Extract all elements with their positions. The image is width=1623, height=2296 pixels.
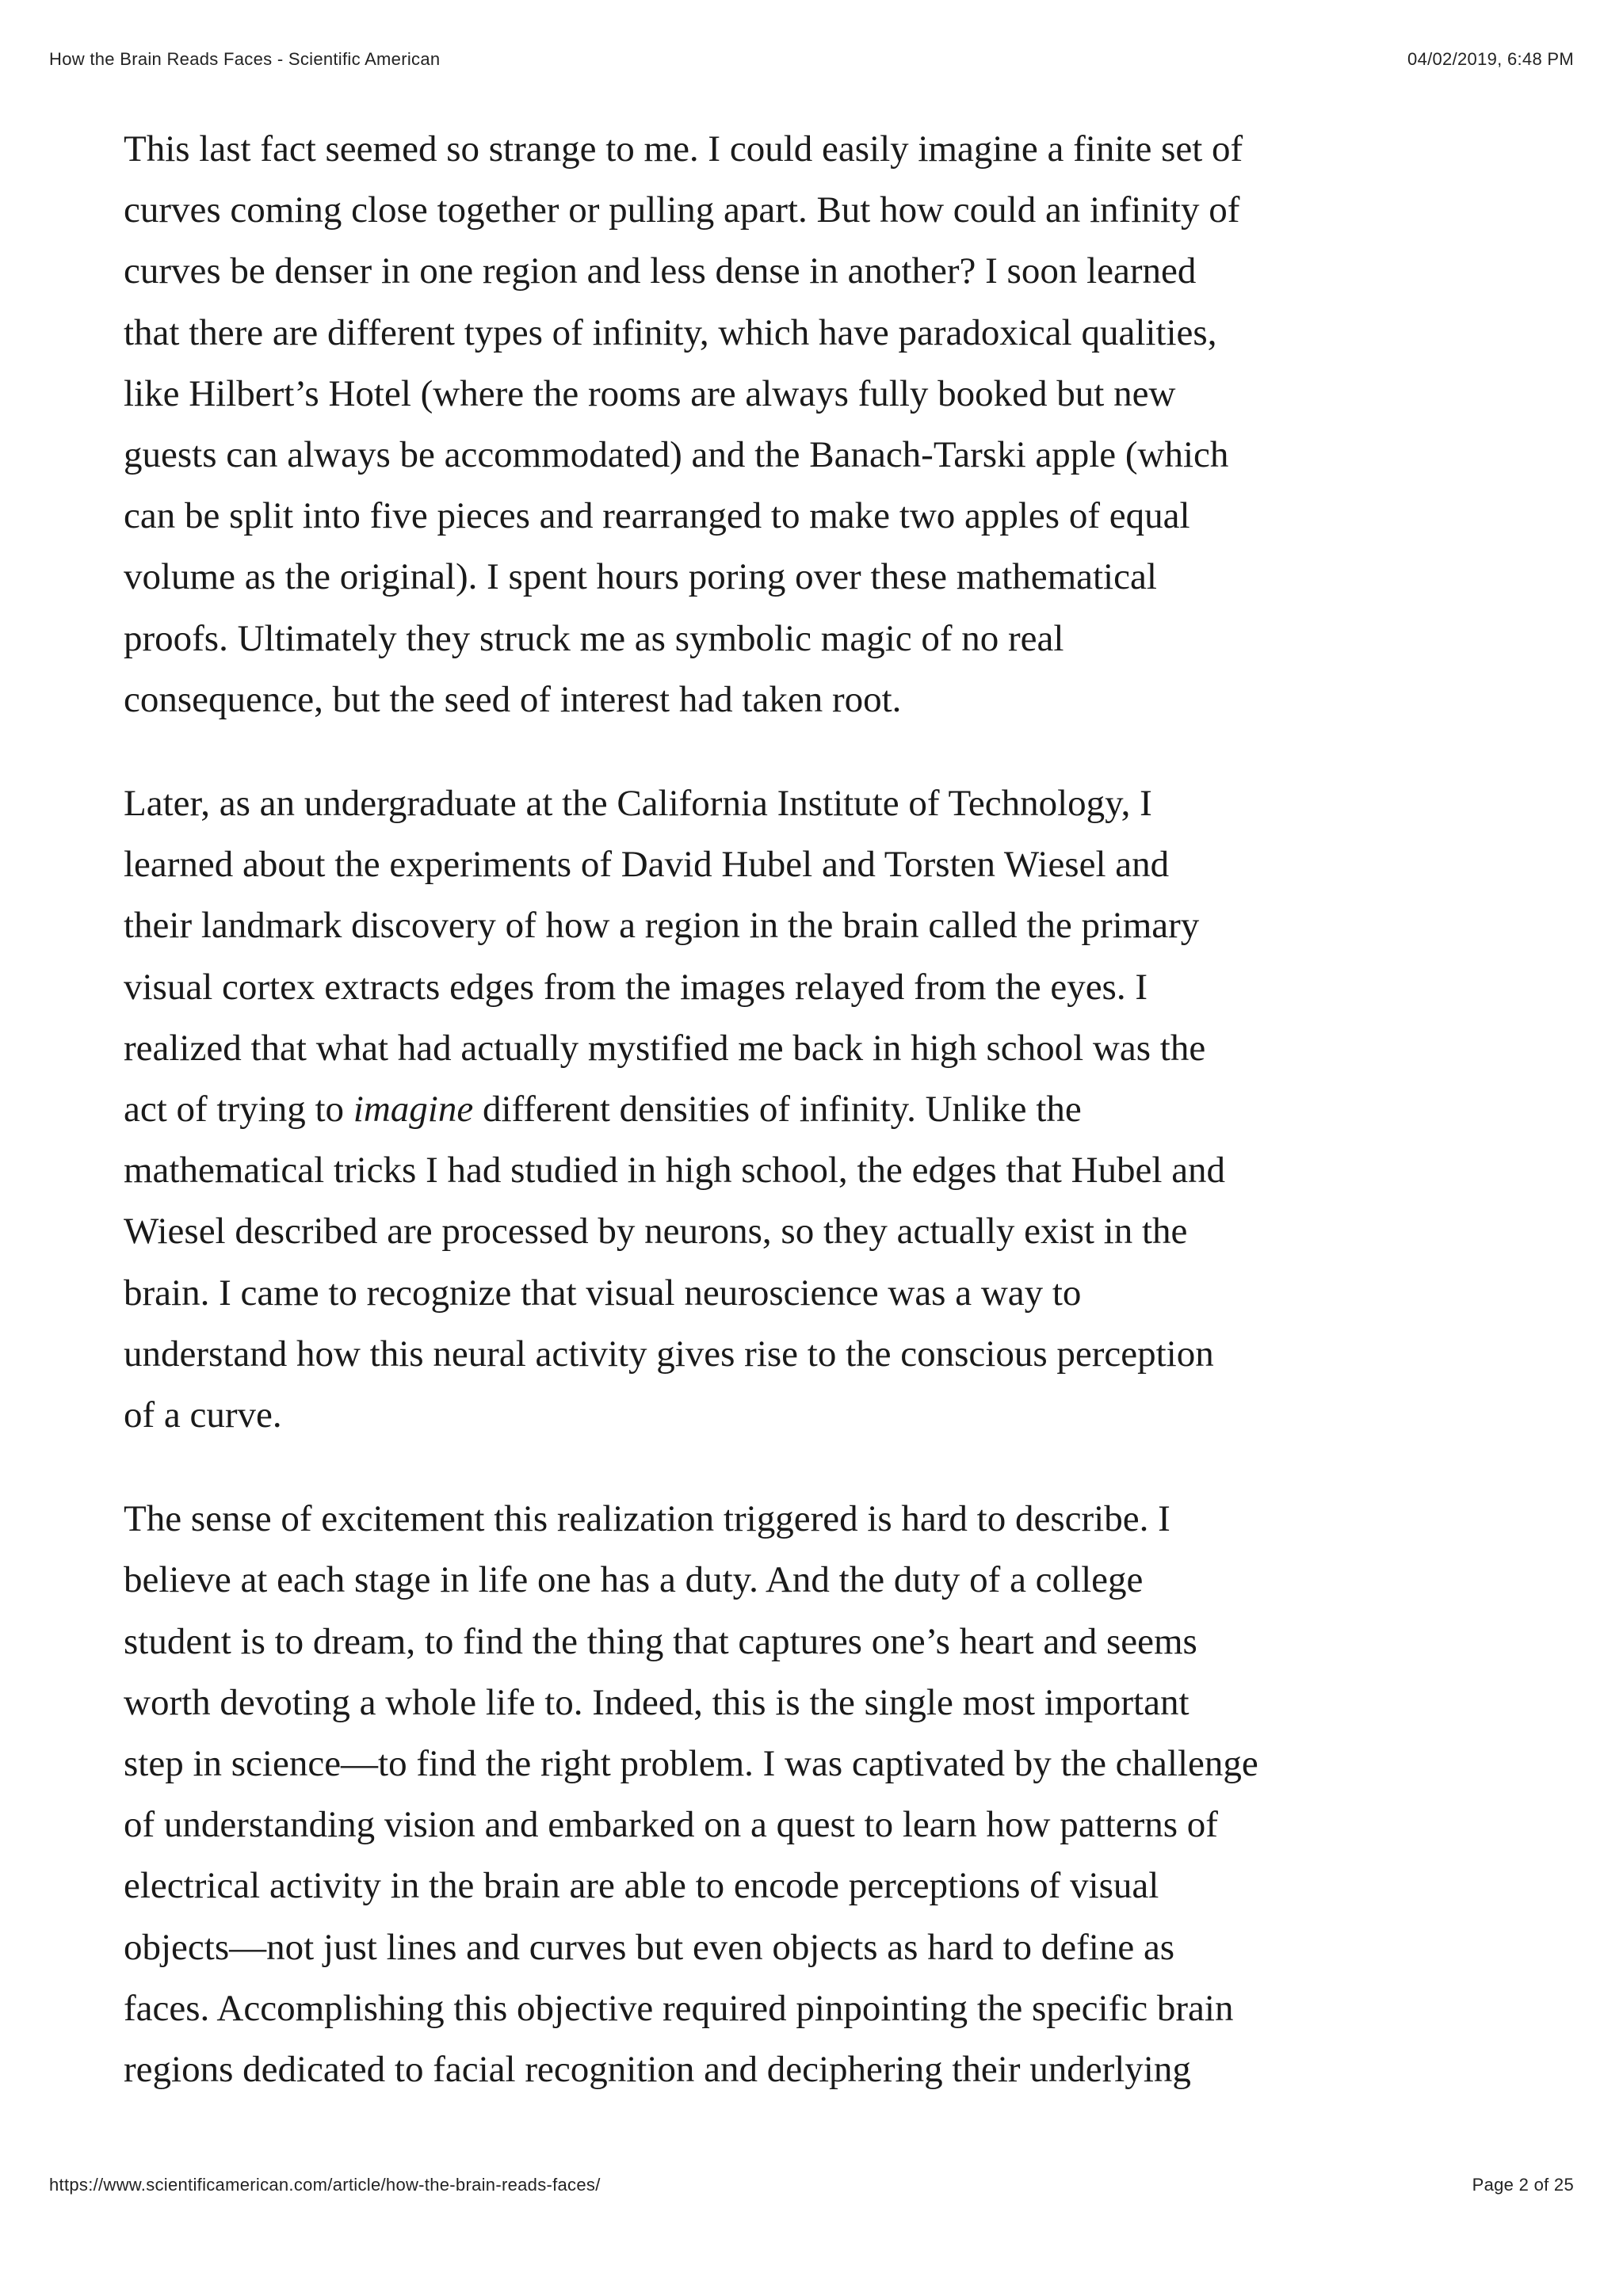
text-line: their landmark discovery of how a region in the brain called the primary bbox=[124, 905, 1200, 947]
text-line: volume as the original). I spent hours poring over these mathematical bbox=[124, 556, 1157, 598]
text-line: objects—not just lines and curves but even objects as hard to define as bbox=[124, 1926, 1175, 1968]
text-line: mathematical tricks I had studied in high school, the edges that Hubel and bbox=[124, 1150, 1226, 1192]
text-line: electrical activity in the brain are able to encode perceptions of visual bbox=[124, 1865, 1159, 1907]
text-line-with-italic bbox=[124, 1079, 1518, 1140]
text-line: of a curve. bbox=[124, 1394, 282, 1436]
text-line: learned about the experiments of David Hubel and Torsten Wiesel and bbox=[124, 844, 1170, 886]
text-segment: act of trying to bbox=[124, 1089, 353, 1131]
text-line: regions dedicated to facial recognition and deciphering their underlying bbox=[124, 2049, 1191, 2091]
text-line: visual cortex extracts edges from the images relayed from the eyes. I bbox=[124, 966, 1148, 1008]
text-segment: different densities of infinity. Unlike the bbox=[473, 1089, 1082, 1131]
text-line: understand how this neural activity gives rise to the conscious perception bbox=[124, 1333, 1214, 1375]
print-header bbox=[49, 49, 1574, 70]
text-line: Wiesel described are processed by neurons, so they actually exist in the bbox=[124, 1211, 1188, 1253]
text-line: can be split into five pieces and rearranged to make two apples of equal bbox=[124, 495, 1190, 537]
text-line: proofs. Ultimately they struck me as symbolic magic of no real bbox=[124, 617, 1064, 659]
text-line: that there are different types of infinity, which have paradoxical qualities, bbox=[124, 311, 1217, 353]
text-line: brain. I came to recognize that visual neuroscience was a way to bbox=[124, 1272, 1082, 1314]
paragraph-1 bbox=[124, 119, 1518, 730]
text-line: realized that what had actually mystified me back in high school was the bbox=[124, 1027, 1206, 1069]
text-line: step in science—to find the right problem. I was captivated by the challenge bbox=[124, 1743, 1258, 1785]
text-line: curves coming close together or pulling apart. But how could an infinity of bbox=[124, 189, 1240, 231]
page-url: https://www.scientificamerican.com/article/how-the-brain-reads-faces/ bbox=[49, 2175, 601, 2195]
print-footer bbox=[49, 2175, 1574, 2195]
italic-word: imagine bbox=[353, 1089, 474, 1131]
text-line: consequence, but the seed of interest had taken root. bbox=[124, 678, 902, 720]
text-line: believe at each stage in life one has a duty. And the duty of a college bbox=[124, 1559, 1144, 1601]
text-line: This last fact seemed so strange to me. I could easily imagine a finite set of bbox=[124, 128, 1243, 170]
text-line: of understanding vision and embarked on a quest to learn how patterns of bbox=[124, 1804, 1218, 1846]
text-line: student is to dream, to find the thing that captures one’s heart and seems bbox=[124, 1620, 1197, 1662]
text-line: faces. Accomplishing this objective required pinpointing the specific brain bbox=[124, 1987, 1234, 2029]
paragraph-2 bbox=[124, 773, 1518, 1446]
text-line: Later, as an undergraduate at the California Institute of Technology, I bbox=[124, 783, 1152, 825]
text-line: The sense of excitement this realization triggered is hard to describe. I bbox=[124, 1498, 1170, 1540]
page-number: Page 2 of 25 bbox=[1472, 2175, 1574, 2195]
text-line: guests can always be accommodated) and the Banach-Tarski apple (which bbox=[124, 434, 1229, 476]
text-line: like Hilbert’s Hotel (where the rooms are always fully booked but new bbox=[124, 372, 1176, 414]
paragraph-3 bbox=[124, 1489, 1518, 2100]
print-datetime: 04/02/2019, 6:48 PM bbox=[1407, 49, 1574, 69]
page-title: How the Brain Reads Faces - Scientific American bbox=[49, 49, 441, 69]
text-line: worth devoting a whole life to. Indeed, this is the single most important bbox=[124, 1681, 1190, 1723]
text-line: curves be denser in one region and less dense in another? I soon learned bbox=[124, 250, 1197, 292]
article-body bbox=[124, 119, 1518, 2143]
